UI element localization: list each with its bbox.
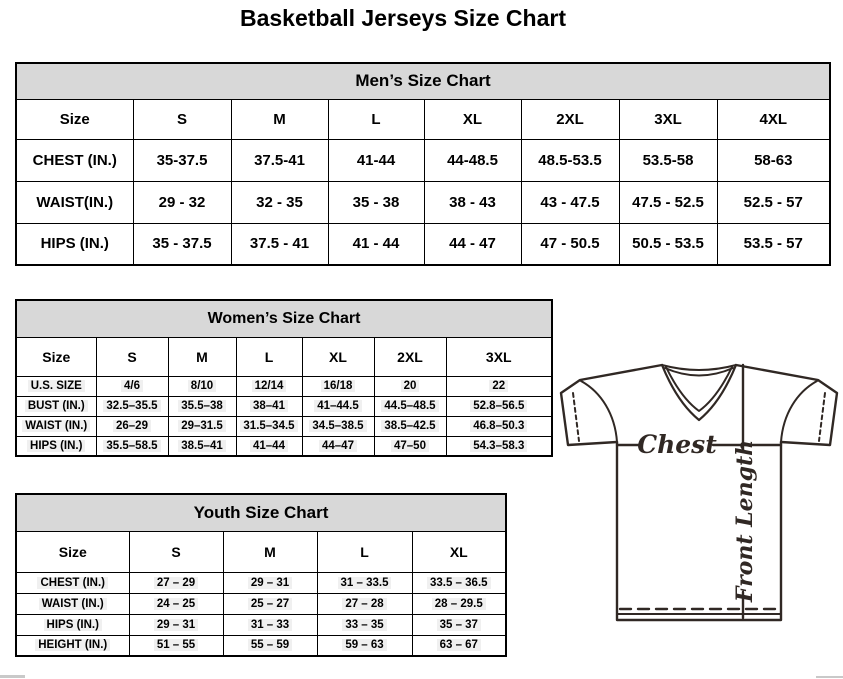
- column-header: M: [223, 531, 317, 572]
- value-cell: 29 – 31: [223, 572, 317, 593]
- value-cell: 53.5-58: [619, 139, 717, 181]
- value-cell: 31 – 33: [223, 614, 317, 635]
- value-cell: 29–31.5: [168, 416, 236, 436]
- value-cell: 29 - 32: [133, 181, 231, 223]
- value-cell: 28 – 29.5: [412, 593, 506, 614]
- value-cell: 63 – 67: [412, 635, 506, 656]
- table-row: [16, 139, 830, 181]
- table-row: [16, 614, 506, 635]
- scrollbar-fragment-right: [816, 676, 843, 678]
- table-row: [16, 436, 552, 456]
- jersey-left-sleeve-seam: [581, 381, 617, 442]
- value-cell: 47–50: [374, 436, 446, 456]
- value-cell: 53.5 - 57: [717, 223, 830, 265]
- mens-section-title: Men’s Size Chart: [16, 63, 830, 99]
- value-cell: 29 – 31: [129, 614, 223, 635]
- value-cell: 35.5–58.5: [96, 436, 168, 456]
- row-label: HIPS (IN.): [16, 436, 96, 456]
- value-cell: 52.8–56.5: [446, 396, 552, 416]
- value-cell: 20: [374, 376, 446, 396]
- value-cell: 34.5–38.5: [302, 416, 374, 436]
- column-header: L: [317, 531, 412, 572]
- column-header-size: Size: [16, 337, 96, 376]
- value-cell: 48.5-53.5: [521, 139, 619, 181]
- value-cell: 59 – 63: [317, 635, 412, 656]
- column-header: L: [328, 99, 424, 139]
- value-cell: 33.5 – 36.5: [412, 572, 506, 593]
- table-row: [16, 63, 830, 99]
- column-header: M: [231, 99, 328, 139]
- value-cell: 38–41: [236, 396, 302, 416]
- table-row: [16, 396, 552, 416]
- value-cell: 22: [446, 376, 552, 396]
- row-label: WAIST (IN.): [16, 416, 96, 436]
- jersey-right-cuff-dashed-line: [819, 393, 825, 441]
- value-cell: 32.5–35.5: [96, 396, 168, 416]
- value-cell: 35.5–38: [168, 396, 236, 416]
- table-row: [16, 593, 506, 614]
- value-cell: 24 – 25: [129, 593, 223, 614]
- value-cell: 27 – 28: [317, 593, 412, 614]
- value-cell: 54.3–58.3: [446, 436, 552, 456]
- value-cell: 47.5 - 52.5: [619, 181, 717, 223]
- value-cell: 16/18: [302, 376, 374, 396]
- jersey-right-sleeve-outline: [736, 365, 837, 445]
- value-cell: 35 - 37.5: [133, 223, 231, 265]
- value-cell: 27 – 29: [129, 572, 223, 593]
- value-cell: 33 – 35: [317, 614, 412, 635]
- value-cell: 44-48.5: [424, 139, 521, 181]
- jersey-left-cuff-dashed-line: [573, 393, 579, 441]
- row-label: CHEST (IN.): [16, 139, 133, 181]
- table-row: [16, 99, 830, 139]
- womens-size-table: [15, 299, 553, 457]
- value-cell: 38 - 43: [424, 181, 521, 223]
- value-cell: 35 - 38: [328, 181, 424, 223]
- page-title: Basketball Jerseys Size Chart: [239, 5, 566, 31]
- table-row: [16, 300, 552, 337]
- column-header: S: [129, 531, 223, 572]
- jersey-right-sleeve-seam: [781, 381, 817, 442]
- value-cell: 43 - 47.5: [521, 181, 619, 223]
- scrollbar-fragment-left: [0, 675, 25, 678]
- column-header-size: Size: [16, 99, 133, 139]
- row-label: HIPS (IN.): [16, 614, 129, 635]
- value-cell: 58-63: [717, 139, 830, 181]
- value-cell: 35-37.5: [133, 139, 231, 181]
- table-row: [16, 494, 506, 531]
- column-header: 3XL: [446, 337, 552, 376]
- youth-size-table: [15, 493, 507, 657]
- jersey-collar-back-outer: [662, 365, 736, 370]
- value-cell: 44.5–48.5: [374, 396, 446, 416]
- column-header: XL: [412, 531, 506, 572]
- column-header: 3XL: [619, 99, 717, 139]
- value-cell: 38.5–42.5: [374, 416, 446, 436]
- row-label: HIPS (IN.): [16, 223, 133, 265]
- value-cell: 26–29: [96, 416, 168, 436]
- value-cell: 55 – 59: [223, 635, 317, 656]
- value-cell: 25 – 27: [223, 593, 317, 614]
- column-header: 2XL: [521, 99, 619, 139]
- row-label: WAIST(IN.): [16, 181, 133, 223]
- table-row: [16, 531, 506, 572]
- value-cell: 47 - 50.5: [521, 223, 619, 265]
- value-cell: 8/10: [168, 376, 236, 396]
- chest-measure-label: Chest: [637, 430, 717, 459]
- value-cell: 12/14: [236, 376, 302, 396]
- column-header: L: [236, 337, 302, 376]
- table-row: [16, 337, 552, 376]
- column-header: 4XL: [717, 99, 830, 139]
- table-row: [16, 376, 552, 396]
- value-cell: 44–47: [302, 436, 374, 456]
- value-cell: 38.5–41: [168, 436, 236, 456]
- row-label: U.S. SIZE: [16, 376, 96, 396]
- value-cell: 37.5 - 41: [231, 223, 328, 265]
- value-cell: 44 - 47: [424, 223, 521, 265]
- value-cell: 51 – 55: [129, 635, 223, 656]
- youth-section-title: Youth Size Chart: [16, 494, 506, 531]
- jersey-measurement-diagram: [553, 352, 843, 652]
- column-header: XL: [424, 99, 521, 139]
- value-cell: 35 – 37: [412, 614, 506, 635]
- jersey-vneck-inner: [666, 367, 732, 411]
- table-row: [16, 223, 830, 265]
- row-label: BUST (IN.): [16, 396, 96, 416]
- value-cell: 41-44: [328, 139, 424, 181]
- value-cell: 31.5–34.5: [236, 416, 302, 436]
- table-row: [16, 416, 552, 436]
- row-label: HEIGHT (IN.): [16, 635, 129, 656]
- value-cell: 31 – 33.5: [317, 572, 412, 593]
- column-header: 2XL: [374, 337, 446, 376]
- table-row: [16, 181, 830, 223]
- value-cell: 37.5-41: [231, 139, 328, 181]
- value-cell: 41–44: [236, 436, 302, 456]
- column-header: S: [133, 99, 231, 139]
- mens-size-table: [15, 62, 831, 266]
- column-header-size: Size: [16, 531, 129, 572]
- column-header: S: [96, 337, 168, 376]
- table-row: [16, 635, 506, 656]
- column-header: M: [168, 337, 236, 376]
- value-cell: 50.5 - 53.5: [619, 223, 717, 265]
- value-cell: 4/6: [96, 376, 168, 396]
- value-cell: 32 - 35: [231, 181, 328, 223]
- row-label: WAIST (IN.): [16, 593, 129, 614]
- value-cell: 46.8–50.3: [446, 416, 552, 436]
- front-length-measure-label: Front Length: [732, 439, 758, 603]
- womens-section-title: Women’s Size Chart: [16, 300, 552, 337]
- value-cell: 41–44.5: [302, 396, 374, 416]
- column-header: XL: [302, 337, 374, 376]
- value-cell: 41 - 44: [328, 223, 424, 265]
- table-row: [16, 572, 506, 593]
- value-cell: 52.5 - 57: [717, 181, 830, 223]
- row-label: CHEST (IN.): [16, 572, 129, 593]
